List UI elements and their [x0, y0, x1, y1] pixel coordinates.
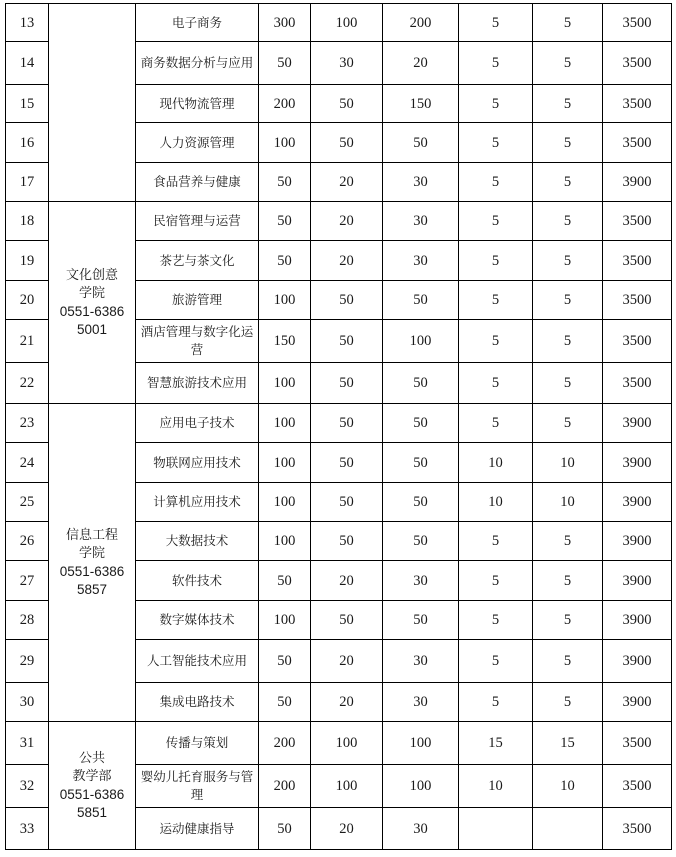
col-quota-d	[533, 808, 603, 850]
col-quota-a: 50	[311, 601, 383, 640]
col-quota-d: 5	[533, 123, 603, 163]
col-quota-d: 5	[533, 202, 603, 241]
table-row	[6, 202, 672, 241]
col-quota-d: 5	[533, 85, 603, 123]
major-name-cell: 大数据技术	[136, 522, 259, 561]
col-quota-a: 30	[311, 42, 383, 85]
college-name-line: 教学部	[72, 768, 112, 784]
col-quota-b: 150	[383, 85, 459, 123]
col-quota-total: 100	[259, 123, 311, 163]
tuition-fee-cell: 3500	[603, 4, 672, 42]
tuition-fee-cell: 3900	[603, 443, 672, 483]
col-quota-b: 100	[383, 765, 459, 808]
col-quota-c: 5	[459, 85, 533, 123]
col-quota-c: 10	[459, 483, 533, 522]
col-quota-c: 5	[459, 522, 533, 561]
col-quota-total: 100	[259, 281, 311, 320]
row-number-cell: 18	[6, 202, 49, 241]
tuition-fee-cell: 3500	[603, 42, 672, 85]
major-name-cell: 智慧旅游技术应用	[136, 363, 259, 404]
col-quota-c: 10	[459, 765, 533, 808]
col-quota-a: 20	[311, 683, 383, 722]
row-number-cell: 25	[6, 483, 49, 522]
col-quota-total: 50	[259, 561, 311, 601]
col-quota-total: 200	[259, 765, 311, 808]
col-quota-d: 5	[533, 320, 603, 363]
col-quota-d: 5	[533, 241, 603, 281]
row-number-cell: 26	[6, 522, 49, 561]
row-number-cell: 32	[6, 765, 49, 808]
col-quota-c: 5	[459, 281, 533, 320]
row-number-cell: 13	[6, 4, 49, 42]
col-quota-d: 10	[533, 765, 603, 808]
table-row	[6, 404, 672, 443]
col-quota-a: 50	[311, 85, 383, 123]
col-quota-d: 5	[533, 363, 603, 404]
col-quota-total: 50	[259, 42, 311, 85]
college-cell	[49, 4, 136, 202]
col-quota-total: 100	[259, 404, 311, 443]
tuition-fee-cell: 3500	[603, 765, 672, 808]
col-quota-a: 20	[311, 163, 383, 202]
col-quota-a: 20	[311, 640, 383, 683]
major-name-cell: 软件技术	[136, 561, 259, 601]
college-cell	[49, 722, 136, 850]
col-quota-d: 10	[533, 443, 603, 483]
tuition-fee-cell: 3900	[603, 640, 672, 683]
col-quota-c	[459, 808, 533, 850]
col-quota-d: 5	[533, 561, 603, 601]
major-name-cell: 酒店管理与数字化运营	[136, 320, 259, 363]
col-quota-b: 50	[383, 522, 459, 561]
row-number-cell: 28	[6, 601, 49, 640]
major-name-cell: 人力资源管理	[136, 123, 259, 163]
col-quota-c: 5	[459, 363, 533, 404]
col-quota-b: 100	[383, 722, 459, 765]
row-number-cell: 14	[6, 42, 49, 85]
row-number-cell: 22	[6, 363, 49, 404]
tuition-fee-cell: 3900	[603, 561, 672, 601]
college-name-line: 文化创意	[65, 267, 118, 283]
col-quota-c: 15	[459, 722, 533, 765]
major-name-cell: 集成电路技术	[136, 683, 259, 722]
col-quota-a: 20	[311, 202, 383, 241]
col-quota-c: 5	[459, 640, 533, 683]
tuition-fee-cell: 3500	[603, 281, 672, 320]
col-quota-b: 50	[383, 404, 459, 443]
col-quota-total: 100	[259, 443, 311, 483]
tuition-fee-cell: 3500	[603, 123, 672, 163]
major-name-cell: 婴幼儿托育服务与管理	[136, 765, 259, 808]
col-quota-c: 5	[459, 42, 533, 85]
col-quota-b: 30	[383, 683, 459, 722]
col-quota-d: 5	[533, 42, 603, 85]
col-quota-c: 5	[459, 601, 533, 640]
tuition-fee-cell: 3900	[603, 404, 672, 443]
col-quota-d: 5	[533, 601, 603, 640]
col-quota-c: 5	[459, 123, 533, 163]
row-number-cell: 19	[6, 241, 49, 281]
col-quota-total: 50	[259, 241, 311, 281]
college-phone-line: 0551-6386	[59, 563, 125, 579]
col-quota-b: 50	[383, 363, 459, 404]
college-name-line: 学院	[78, 545, 105, 561]
row-number-cell: 33	[6, 808, 49, 850]
col-quota-a: 50	[311, 522, 383, 561]
col-quota-total: 200	[259, 722, 311, 765]
major-name-cell: 运动健康指导	[136, 808, 259, 850]
col-quota-d: 5	[533, 683, 603, 722]
col-quota-a: 20	[311, 808, 383, 850]
college-phone-line: 5857	[76, 581, 108, 597]
tuition-fee-cell: 3900	[603, 601, 672, 640]
col-quota-b: 50	[383, 483, 459, 522]
tuition-fee-cell: 3500	[603, 320, 672, 363]
major-name-cell: 数字媒体技术	[136, 601, 259, 640]
col-quota-total: 200	[259, 85, 311, 123]
col-quota-b: 30	[383, 163, 459, 202]
col-quota-a: 50	[311, 363, 383, 404]
tuition-fee-cell: 3900	[603, 483, 672, 522]
col-quota-c: 10	[459, 443, 533, 483]
tuition-fee-cell: 3500	[603, 808, 672, 850]
col-quota-a: 50	[311, 443, 383, 483]
col-quota-b: 30	[383, 202, 459, 241]
col-quota-a: 50	[311, 483, 383, 522]
col-quota-b: 200	[383, 4, 459, 42]
major-name-cell: 电子商务	[136, 4, 259, 42]
tuition-fee-cell: 3500	[603, 85, 672, 123]
table-body	[6, 4, 672, 850]
row-number-cell: 23	[6, 404, 49, 443]
tuition-fee-cell: 3500	[603, 363, 672, 404]
col-quota-total: 100	[259, 483, 311, 522]
row-number-cell: 29	[6, 640, 49, 683]
row-number-cell: 30	[6, 683, 49, 722]
col-quota-a: 100	[311, 765, 383, 808]
major-name-cell: 传播与策划	[136, 722, 259, 765]
col-quota-a: 50	[311, 320, 383, 363]
row-number-cell: 21	[6, 320, 49, 363]
col-quota-b: 30	[383, 561, 459, 601]
col-quota-total: 100	[259, 601, 311, 640]
college-phone-line: 5851	[76, 804, 108, 820]
major-name-cell: 旅游管理	[136, 281, 259, 320]
col-quota-total: 100	[259, 522, 311, 561]
col-quota-a: 20	[311, 561, 383, 601]
major-name-cell: 物联网应用技术	[136, 443, 259, 483]
major-name-cell: 应用电子技术	[136, 404, 259, 443]
col-quota-c: 5	[459, 4, 533, 42]
col-quota-a: 100	[311, 4, 383, 42]
college-phone-line: 0551-6386	[59, 786, 125, 802]
row-number-cell: 16	[6, 123, 49, 163]
col-quota-total: 150	[259, 320, 311, 363]
row-number-cell: 17	[6, 163, 49, 202]
college-name-line: 学院	[78, 285, 105, 301]
college-cell	[49, 202, 136, 404]
col-quota-b: 30	[383, 808, 459, 850]
col-quota-a: 50	[311, 123, 383, 163]
col-quota-d: 5	[533, 4, 603, 42]
row-number-cell: 27	[6, 561, 49, 601]
col-quota-d: 5	[533, 281, 603, 320]
tuition-fee-cell: 3900	[603, 683, 672, 722]
tuition-fee-cell: 3900	[603, 522, 672, 561]
col-quota-total: 50	[259, 640, 311, 683]
table-row	[6, 4, 672, 42]
col-quota-c: 5	[459, 683, 533, 722]
col-quota-b: 30	[383, 640, 459, 683]
col-quota-d: 5	[533, 163, 603, 202]
major-name-cell: 计算机应用技术	[136, 483, 259, 522]
col-quota-c: 5	[459, 561, 533, 601]
col-quota-b: 50	[383, 601, 459, 640]
col-quota-total: 50	[259, 808, 311, 850]
col-quota-total: 300	[259, 4, 311, 42]
row-number-cell: 31	[6, 722, 49, 765]
col-quota-c: 5	[459, 320, 533, 363]
col-quota-c: 5	[459, 202, 533, 241]
col-quota-a: 100	[311, 722, 383, 765]
col-quota-c: 5	[459, 163, 533, 202]
col-quota-b: 50	[383, 123, 459, 163]
enrollment-plan-table	[5, 3, 672, 850]
col-quota-d: 15	[533, 722, 603, 765]
col-quota-d: 5	[533, 522, 603, 561]
col-quota-total: 50	[259, 683, 311, 722]
col-quota-d: 5	[533, 640, 603, 683]
col-quota-d: 10	[533, 483, 603, 522]
tuition-fee-cell: 3500	[603, 202, 672, 241]
col-quota-d: 5	[533, 404, 603, 443]
col-quota-total: 50	[259, 163, 311, 202]
col-quota-total: 100	[259, 363, 311, 404]
row-number-cell: 24	[6, 443, 49, 483]
table-row	[6, 722, 672, 765]
col-quota-b: 20	[383, 42, 459, 85]
col-quota-c: 5	[459, 241, 533, 281]
col-quota-b: 100	[383, 320, 459, 363]
col-quota-a: 20	[311, 241, 383, 281]
col-quota-b: 30	[383, 241, 459, 281]
college-name-line: 信息工程	[65, 527, 118, 543]
col-quota-total: 50	[259, 202, 311, 241]
major-name-cell: 民宿管理与运营	[136, 202, 259, 241]
major-name-cell: 现代物流管理	[136, 85, 259, 123]
col-quota-a: 50	[311, 404, 383, 443]
tuition-fee-cell: 3500	[603, 241, 672, 281]
row-number-cell: 20	[6, 281, 49, 320]
tuition-fee-cell: 3900	[603, 163, 672, 202]
col-quota-b: 50	[383, 443, 459, 483]
tuition-fee-cell: 3500	[603, 722, 672, 765]
col-quota-c: 5	[459, 404, 533, 443]
college-phone-line: 0551-6386	[59, 303, 125, 319]
major-name-cell: 商务数据分析与应用	[136, 42, 259, 85]
college-name-line: 公共	[78, 750, 105, 766]
college-phone-line: 5001	[76, 321, 108, 337]
row-number-cell: 15	[6, 85, 49, 123]
col-quota-b: 50	[383, 281, 459, 320]
major-name-cell: 人工智能技术应用	[136, 640, 259, 683]
college-cell	[49, 404, 136, 722]
major-name-cell: 食品营养与健康	[136, 163, 259, 202]
col-quota-a: 50	[311, 281, 383, 320]
major-name-cell: 茶艺与茶文化	[136, 241, 259, 281]
